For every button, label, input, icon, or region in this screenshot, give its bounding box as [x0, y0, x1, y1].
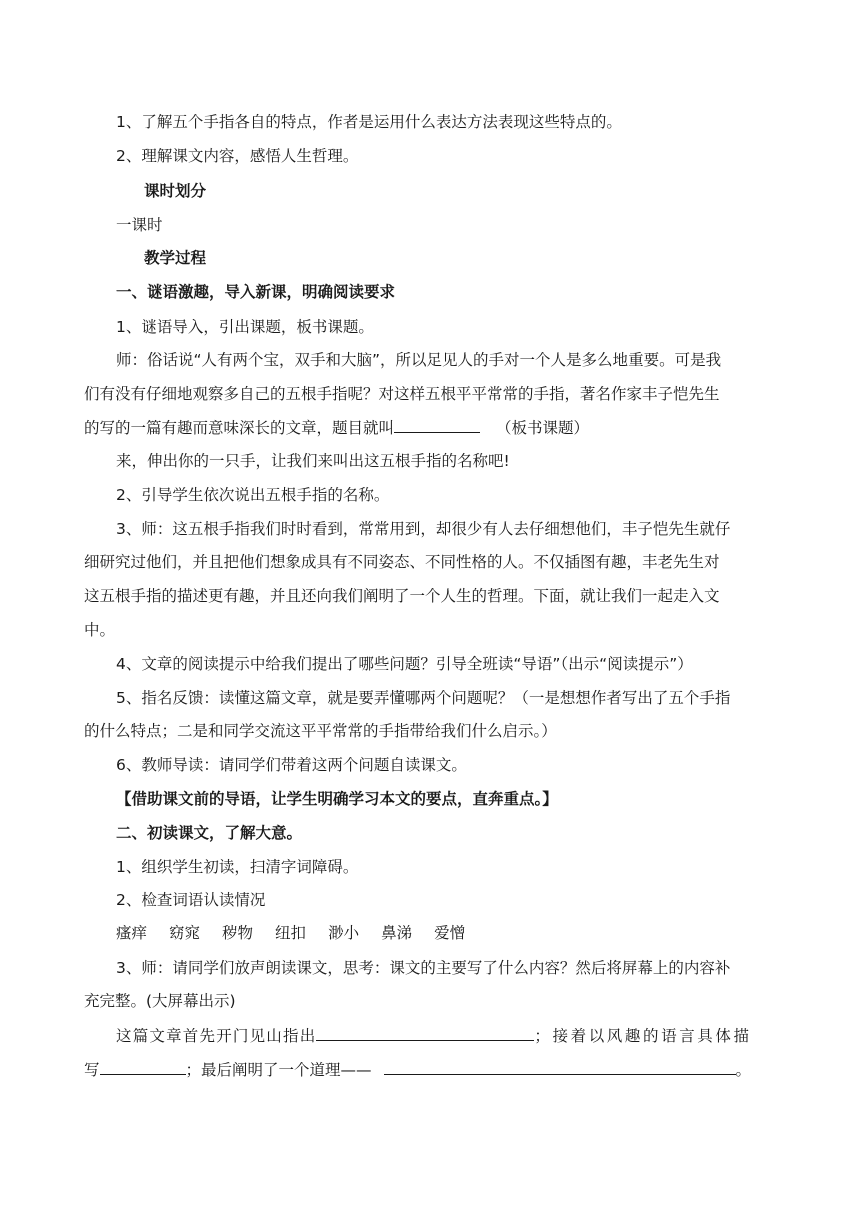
section2-item3-line2: 充完整。(大屏幕出示)	[84, 992, 236, 1010]
section1-item3-line2: 细研究过他们，并且把他们想象成具有不同姿态、不同性格的人。不仅插图有趣，丰老先生对	[84, 553, 720, 571]
section1-item5-line1: 5、指名反馈：读懂这篇文章，就是要弄懂哪两个问题呢？（一是想想作者写出了五个手指	[116, 689, 731, 707]
vocab-word: 爱憎	[434, 924, 466, 942]
teacher-line-2: 们有没有仔细地观察多自己的五根手指呢？对这样五根平平常常的手指，著名作家丰子恺先生	[84, 385, 720, 403]
vocab-word: 鼻涕	[381, 924, 413, 942]
section1-item3-line4: 中。	[84, 621, 116, 639]
fill-line-2-text: 写	[84, 1061, 100, 1079]
fill-line-2-end: 。	[735, 1061, 752, 1079]
section1-item4: 4、文章的阅读提示中给我们提出了哪些问题？引导全班读“导语”（出示“阅读提示”）	[116, 655, 693, 673]
section1-item1: 1、谜语导入，引出课题，板书课题。	[116, 318, 374, 336]
vocabulary-row	[116, 923, 836, 943]
section2-item3-line1: 3、师：请同学们放声朗读课文，思考：课文的主要写了什么内容？然后将屏幕上的内容补	[116, 959, 731, 977]
fill-blank-1[interactable]	[316, 1025, 534, 1041]
vocab-word: 纽扣	[275, 924, 307, 942]
section2-item1: 1、组织学生初读，扫清字词障碍。	[116, 858, 359, 876]
fill-line-2-mid: ；最后阐明了一个道理——	[185, 1061, 372, 1079]
fill-line-1-tail: ；接着以风趣的语言具体描	[534, 1027, 752, 1045]
teacher-line-3-text: 的写的一篇有趣而意味深长的文章，题目就叫	[84, 419, 395, 437]
vocab-word: 瘙痒	[116, 924, 148, 942]
title-blank[interactable]	[394, 417, 480, 433]
process-heading: 教学过程	[144, 249, 207, 267]
vocab-word: 窈窕	[169, 924, 201, 942]
teacher-line-3-note: （板书课题）	[496, 419, 590, 437]
section1-item2: 2、引导学生依次说出五根手指的名称。	[116, 486, 390, 504]
fill-line-1-text: 这篇文章首先开门见山指出	[116, 1027, 317, 1045]
fill-blank-3[interactable]	[384, 1059, 736, 1075]
vocab-word: 渺小	[328, 924, 360, 942]
teacher-line-1: 师：俗话说“人有两个宝，双手和大脑”，所以足见人的手对一个人是多么地重要。可是我	[116, 351, 722, 369]
section1-item5-line2: 的什么特点；二是和同学交流这平平常常的手指带给我们什么启示。）	[84, 722, 557, 740]
section2-heading: 二、初读课文，了解大意。	[116, 824, 303, 842]
teacher-line-3	[84, 417, 804, 438]
come-line: 来，伸出你的一只手，让我们来叫出这五根手指的名称吧!	[116, 452, 510, 470]
section1-item6: 6、教师导读：请同学们带着这两个问题自读课文。	[116, 756, 467, 774]
fill-line-2	[84, 1059, 804, 1080]
schedule-value: 一课时	[116, 216, 163, 234]
objective-2: 2、理解课文内容，感悟人生哲理。	[116, 147, 359, 165]
objective-1: 1、了解五个手指各自的特点，作者是运用什么表达方法表现这些特点的。	[116, 113, 622, 131]
section1-heading: 一、谜语激趣，导入新课，明确阅读要求	[116, 283, 396, 301]
section2-item2: 2、检查词语认读情况	[116, 891, 266, 909]
section1-note: 【借助课文前的导语，让学生明确学习本文的要点，直奔重点。】	[116, 790, 558, 808]
vocab-word: 秽物	[222, 924, 254, 942]
section1-item3-line3: 这五根手指的描述更有趣，并且还向我们阐明了一个人生的哲理。下面，就让我们一起走入文	[84, 587, 720, 605]
schedule-heading: 课时划分	[144, 182, 207, 200]
fill-blank-2[interactable]	[100, 1059, 186, 1075]
section1-item3-line1: 3、师：这五根手指我们时时看到，常常用到，却很少有人去仔细想他们，丰子恺先生就仔	[116, 520, 731, 538]
fill-line-1	[116, 1025, 800, 1046]
